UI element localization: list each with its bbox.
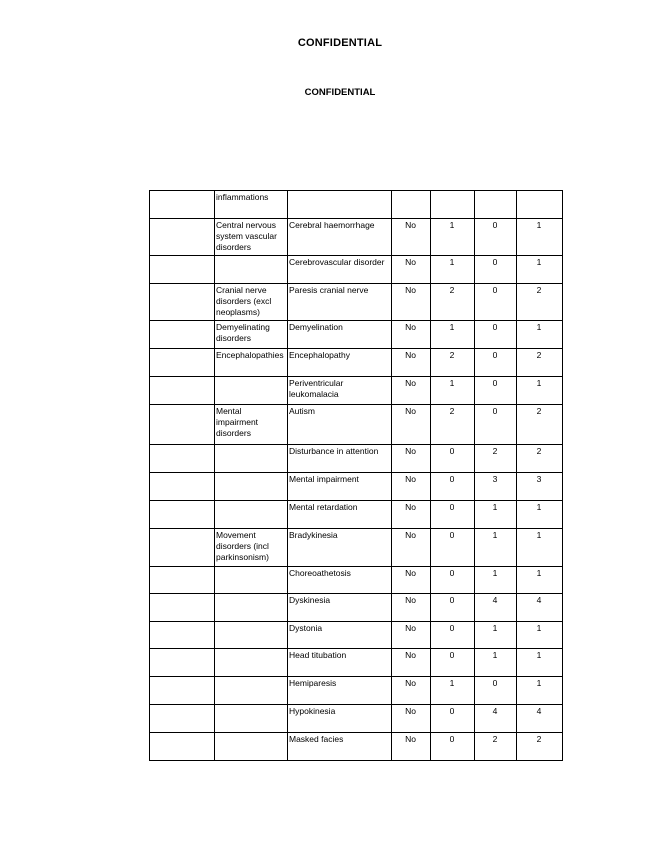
term-cell: Dyskinesia	[288, 594, 392, 622]
count-a-cell: 1	[431, 377, 475, 405]
total-cell: 1	[517, 377, 563, 405]
count-a-cell	[431, 191, 475, 219]
table-row	[150, 349, 563, 377]
serious-cell: No	[392, 321, 431, 349]
hlgt-cell: Mental impairment disorders	[215, 405, 288, 445]
soc-cell	[150, 501, 215, 529]
count-a-cell: 1	[431, 321, 475, 349]
table-row	[150, 191, 563, 219]
table-row	[150, 473, 563, 501]
total-cell: 2	[517, 445, 563, 473]
soc-cell	[150, 733, 215, 761]
table-row	[150, 405, 563, 445]
hlgt-cell	[215, 256, 288, 284]
soc-cell	[150, 529, 215, 567]
hlgt-cell: Movement disorders (incl parkinsonism)	[215, 529, 288, 567]
term-cell: Cerebrovascular disorder	[288, 256, 392, 284]
hlgt-cell	[215, 733, 288, 761]
table-row	[150, 284, 563, 321]
term-cell: Disturbance in attention	[288, 445, 392, 473]
count-a-cell: 2	[431, 284, 475, 321]
count-a-cell: 0	[431, 501, 475, 529]
term-cell: Masked facies	[288, 733, 392, 761]
count-a-cell: 0	[431, 705, 475, 733]
term-cell: Cerebral haemorrhage	[288, 219, 392, 256]
soc-cell	[150, 705, 215, 733]
table-row	[150, 321, 563, 349]
count-a-cell: 0	[431, 567, 475, 594]
hlgt-cell	[215, 594, 288, 622]
serious-cell: No	[392, 529, 431, 567]
table-row	[150, 377, 563, 405]
total-cell: 1	[517, 219, 563, 256]
hlgt-cell: Encephalopathies	[215, 349, 288, 377]
count-a-cell: 0	[431, 445, 475, 473]
count-b-cell: 0	[475, 321, 517, 349]
table-row	[150, 567, 563, 594]
term-cell: Mental retardation	[288, 501, 392, 529]
total-cell: 2	[517, 405, 563, 445]
soc-cell	[150, 321, 215, 349]
count-b-cell: 1	[475, 501, 517, 529]
serious-cell: No	[392, 733, 431, 761]
count-b-cell: 0	[475, 256, 517, 284]
total-cell: 1	[517, 649, 563, 677]
table-row	[150, 594, 563, 622]
count-b-cell: 0	[475, 377, 517, 405]
hlgt-cell: Cranial nerve disorders (excl neoplasms)	[215, 284, 288, 321]
hlgt-cell: Central nervous system vascular disorders	[215, 219, 288, 256]
term-cell: Autism	[288, 405, 392, 445]
hlgt-cell	[215, 649, 288, 677]
serious-cell: No	[392, 377, 431, 405]
term-cell: Hemiparesis	[288, 677, 392, 705]
total-cell: 1	[517, 529, 563, 567]
soc-cell	[150, 622, 215, 649]
total-cell: 1	[517, 677, 563, 705]
count-a-cell: 1	[431, 256, 475, 284]
serious-cell: No	[392, 284, 431, 321]
table-row	[150, 705, 563, 733]
hlgt-cell	[215, 445, 288, 473]
soc-cell	[150, 191, 215, 219]
table-row	[150, 649, 563, 677]
serious-cell: No	[392, 677, 431, 705]
serious-cell: No	[392, 256, 431, 284]
serious-cell: No	[392, 405, 431, 445]
hlgt-cell: inflammations	[215, 191, 288, 219]
serious-cell: No	[392, 219, 431, 256]
term-cell: Head titubation	[288, 649, 392, 677]
soc-cell	[150, 219, 215, 256]
total-cell: 4	[517, 594, 563, 622]
term-cell: Mental impairment	[288, 473, 392, 501]
serious-cell: No	[392, 649, 431, 677]
total-cell: 1	[517, 567, 563, 594]
term-cell: Demyelination	[288, 321, 392, 349]
term-cell: Hypokinesia	[288, 705, 392, 733]
total-cell: 2	[517, 349, 563, 377]
soc-cell	[150, 473, 215, 501]
count-a-cell: 1	[431, 677, 475, 705]
hlgt-cell	[215, 705, 288, 733]
total-cell: 1	[517, 256, 563, 284]
serious-cell: No	[392, 567, 431, 594]
soc-cell	[150, 677, 215, 705]
count-a-cell: 0	[431, 649, 475, 677]
count-b-cell: 0	[475, 284, 517, 321]
count-a-cell: 0	[431, 594, 475, 622]
count-b-cell: 3	[475, 473, 517, 501]
count-b-cell: 1	[475, 567, 517, 594]
count-b-cell: 0	[475, 349, 517, 377]
term-cell	[288, 191, 392, 219]
serious-cell: No	[392, 473, 431, 501]
confidential-header: CONFIDENTIAL	[297, 37, 383, 49]
count-b-cell: 1	[475, 529, 517, 567]
table-row	[150, 622, 563, 649]
count-b-cell: 2	[475, 445, 517, 473]
table-row	[150, 256, 563, 284]
total-cell: 3	[517, 473, 563, 501]
hlgt-cell: Demyelinating disorders	[215, 321, 288, 349]
serious-cell: No	[392, 445, 431, 473]
total-cell: 1	[517, 622, 563, 649]
term-cell: Encephalopathy	[288, 349, 392, 377]
hlgt-cell	[215, 377, 288, 405]
total-cell: 1	[517, 321, 563, 349]
count-b-cell: 4	[475, 705, 517, 733]
serious-cell: No	[392, 349, 431, 377]
count-a-cell: 2	[431, 405, 475, 445]
count-b-cell: 0	[475, 677, 517, 705]
table-row	[150, 733, 563, 761]
term-cell: Periventricular leukomalacia	[288, 377, 392, 405]
count-a-cell: 0	[431, 529, 475, 567]
count-b-cell: 0	[475, 405, 517, 445]
serious-cell	[392, 191, 431, 219]
serious-cell: No	[392, 594, 431, 622]
total-cell: 4	[517, 705, 563, 733]
count-a-cell: 0	[431, 473, 475, 501]
count-a-cell: 0	[431, 733, 475, 761]
hlgt-cell	[215, 501, 288, 529]
hlgt-cell	[215, 473, 288, 501]
soc-cell	[150, 567, 215, 594]
soc-cell	[150, 445, 215, 473]
table-row	[150, 219, 563, 256]
hlgt-cell	[215, 567, 288, 594]
term-cell: Paresis cranial nerve	[288, 284, 392, 321]
term-cell: Bradykinesia	[288, 529, 392, 567]
term-cell: Dystonia	[288, 622, 392, 649]
total-cell: 2	[517, 733, 563, 761]
soc-cell	[150, 284, 215, 321]
soc-cell	[150, 256, 215, 284]
total-cell: 2	[517, 284, 563, 321]
table-row	[150, 529, 563, 567]
count-b-cell: 0	[475, 219, 517, 256]
soc-cell	[150, 377, 215, 405]
soc-cell	[150, 594, 215, 622]
soc-cell	[150, 649, 215, 677]
serious-cell: No	[392, 622, 431, 649]
count-b-cell: 4	[475, 594, 517, 622]
count-b-cell: 1	[475, 649, 517, 677]
adverse-events-table	[149, 190, 563, 761]
count-b-cell: 2	[475, 733, 517, 761]
table-row	[150, 677, 563, 705]
count-b-cell: 1	[475, 622, 517, 649]
hlgt-cell	[215, 677, 288, 705]
table-row	[150, 445, 563, 473]
table-row	[150, 501, 563, 529]
serious-cell: No	[392, 705, 431, 733]
count-a-cell: 1	[431, 219, 475, 256]
term-cell: Choreoathetosis	[288, 567, 392, 594]
soc-cell	[150, 405, 215, 445]
total-cell	[517, 191, 563, 219]
count-a-cell: 0	[431, 622, 475, 649]
confidential-subheader: CONFIDENTIAL	[304, 87, 376, 98]
hlgt-cell	[215, 622, 288, 649]
count-a-cell: 2	[431, 349, 475, 377]
soc-cell	[150, 349, 215, 377]
total-cell: 1	[517, 501, 563, 529]
count-b-cell	[475, 191, 517, 219]
serious-cell: No	[392, 501, 431, 529]
